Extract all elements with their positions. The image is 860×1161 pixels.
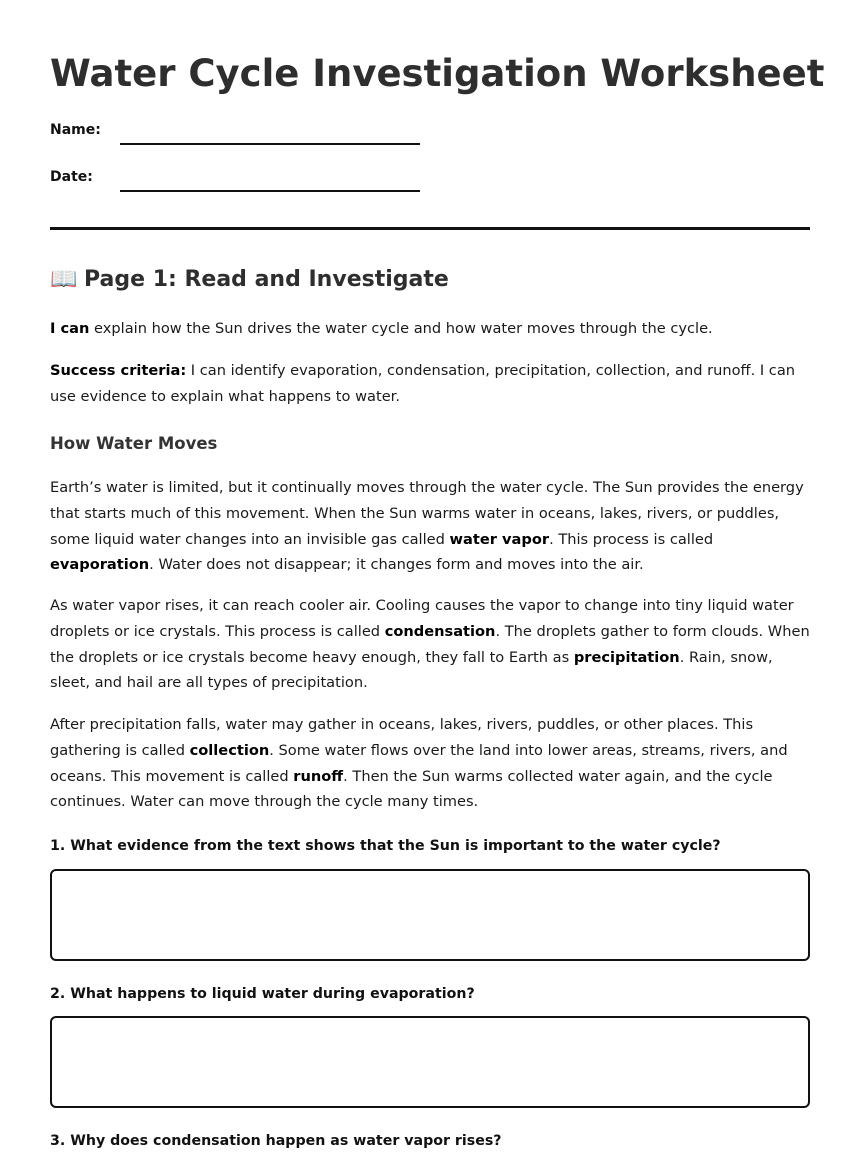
paragraph-text: . The droplets gather to form clouds. When the droplets or ice crystals become heavy enough, they fall to Earth as bbox=[50, 622, 810, 666]
i-can-text: explain how the Sun drives the water cycle and how water moves through the cycle. bbox=[89, 320, 713, 337]
reading-paragraph-2 bbox=[50, 593, 810, 696]
question-1: 1. What evidence from the text shows that the Sun is important to the water cycle? bbox=[50, 838, 721, 854]
date-label: Date: bbox=[50, 169, 93, 185]
date-field[interactable] bbox=[120, 190, 420, 192]
paragraph-text: As water vapor rises, it can reach cooler air. Cooling causes the vapor to change into tiny liquid water droplets or ice crystals. This process is called bbox=[50, 597, 794, 640]
question-2: 2. What happens to liquid water during evaporation? bbox=[50, 986, 475, 1002]
term-runoff: runoff bbox=[293, 767, 344, 785]
worksheet-title: Water Cycle Investigation Worksheet bbox=[50, 52, 825, 95]
section-heading bbox=[50, 264, 449, 296]
success-criteria-lead: Success criteria: bbox=[50, 362, 187, 379]
i-can-statement bbox=[50, 316, 810, 342]
paragraph-text: After precipitation falls, water may gather in oceans, lakes, rivers, puddles, or other places. This gathering is called bbox=[50, 716, 754, 759]
i-can-lead: I can bbox=[50, 320, 90, 337]
term-collection: collection bbox=[189, 741, 270, 759]
paragraph-text: . Some water flows over the land into lower areas, streams, rivers, and oceans. This movement is called bbox=[50, 741, 788, 785]
reading-paragraph-3 bbox=[50, 712, 810, 815]
paragraph-text: . Rain, snow, sleet, and hail are all types of precipitation. bbox=[50, 648, 773, 692]
term-evaporation: evaporation bbox=[50, 556, 150, 574]
term-precipitation: precipitation bbox=[573, 648, 680, 666]
success-criteria bbox=[50, 358, 810, 410]
answer-box-2[interactable] bbox=[50, 1016, 810, 1108]
paragraph-text: . This process is called bbox=[549, 530, 714, 548]
paragraph-text: . Water does not disappear; it changes form and moves into the air. bbox=[149, 556, 644, 574]
name-label: Name: bbox=[50, 122, 101, 138]
answer-box-1[interactable] bbox=[50, 869, 810, 961]
paragraph-text: Earth’s water is limited, but it continually moves through the water cycle. The Sun provides the energy that starts much of this movement. When the Sun warms water in oceans, lakes, rivers, or puddles, some liquid water changes into an invisible gas called bbox=[50, 479, 804, 548]
reading-subheading: How Water Moves bbox=[50, 434, 218, 453]
term-condensation: condensation bbox=[384, 622, 496, 640]
question-3: 3. Why does condensation happen as water vapor rises? bbox=[50, 1133, 502, 1149]
section-heading-text: Page 1: Read and Investigate bbox=[84, 267, 449, 292]
header-divider bbox=[50, 227, 810, 230]
book-icon: 📖 bbox=[50, 267, 78, 292]
reading-paragraph-1 bbox=[50, 475, 810, 578]
paragraph-text: . Then the Sun warms collected water again, and the cycle continues. Water can move through the cycle many times. bbox=[50, 767, 773, 811]
term-water-vapor: water vapor bbox=[449, 530, 550, 548]
name-field[interactable] bbox=[120, 143, 420, 145]
success-criteria-text: I can identify evaporation, condensation, precipitation, collection, and runoff. I can use evidence to explain what happens to water. bbox=[50, 362, 796, 405]
